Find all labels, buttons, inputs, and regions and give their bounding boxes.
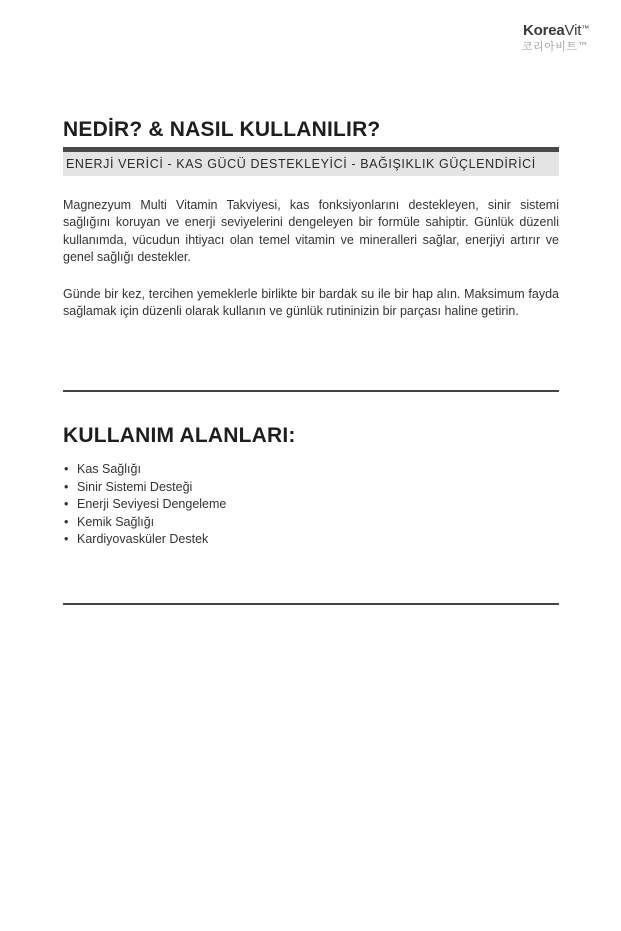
logo-brand-light: Vit <box>564 22 582 39</box>
list-item <box>63 514 226 532</box>
list-item <box>63 531 226 549</box>
list-item-text: Kas Sağlığı <box>77 462 141 476</box>
section-title-usage-areas: KULLANIM ALANLARI: <box>63 424 296 447</box>
logo-wordmark <box>522 22 589 40</box>
brand-logo <box>522 22 589 53</box>
logo-brand-bold: Korea <box>523 22 565 39</box>
logo-korean: 코리아비트™ <box>521 40 589 53</box>
list-item-text: Sinir Sistemi Desteği <box>77 479 193 494</box>
usage-paragraph: Günde bir kez, tercihen yemeklerle birlikte bir bardak su ile bir hap alın. Maksimum fayda sağlamak için düzenli olarak kullanın ve günlük rutininizin bir parçası haline getirin. <box>63 287 559 319</box>
section-title-what-how: NEDİR? & NASIL KULLANILIR? <box>63 118 381 141</box>
list-item <box>63 496 226 514</box>
bullet: • <box>64 497 69 512</box>
list-item-text: Kemik Sağlığı <box>77 514 155 529</box>
list-item <box>63 461 226 479</box>
logo-trademark: ™ <box>581 24 589 33</box>
section-divider <box>63 603 559 605</box>
bullet: • <box>64 532 69 547</box>
benefits-banner: ENERJİ VERİCİ - KAS GÜCÜ DESTEKLEYİCİ - BAĞIŞIKLIK GÜÇLENDİRİCİ <box>63 152 559 176</box>
section-divider <box>63 390 559 392</box>
bullet: • <box>64 479 69 494</box>
bullet: • <box>64 514 69 529</box>
list-item-text: Enerji Seviyesi Dengeleme <box>77 497 227 512</box>
bullet: • <box>64 462 69 476</box>
list-item <box>63 479 226 497</box>
description-paragraph: Magnezyum Multi Vitamin Takviyesi, kas fonksiyonlarını destekleyen, sinir sistemi sağlığını koruyan ve enerji seviyelerini dengeleyen bir formüle sahiptir. Günlük düzenli kullanımda, vücudun ihtiyacı olan temel vitamin ve mineralleri sağlar, enerjiyi artırır ve genel sağlığı destekler. <box>63 198 559 265</box>
usage-areas-list <box>63 461 226 549</box>
list-item-text: Kardiyovasküler Destek <box>77 532 209 547</box>
